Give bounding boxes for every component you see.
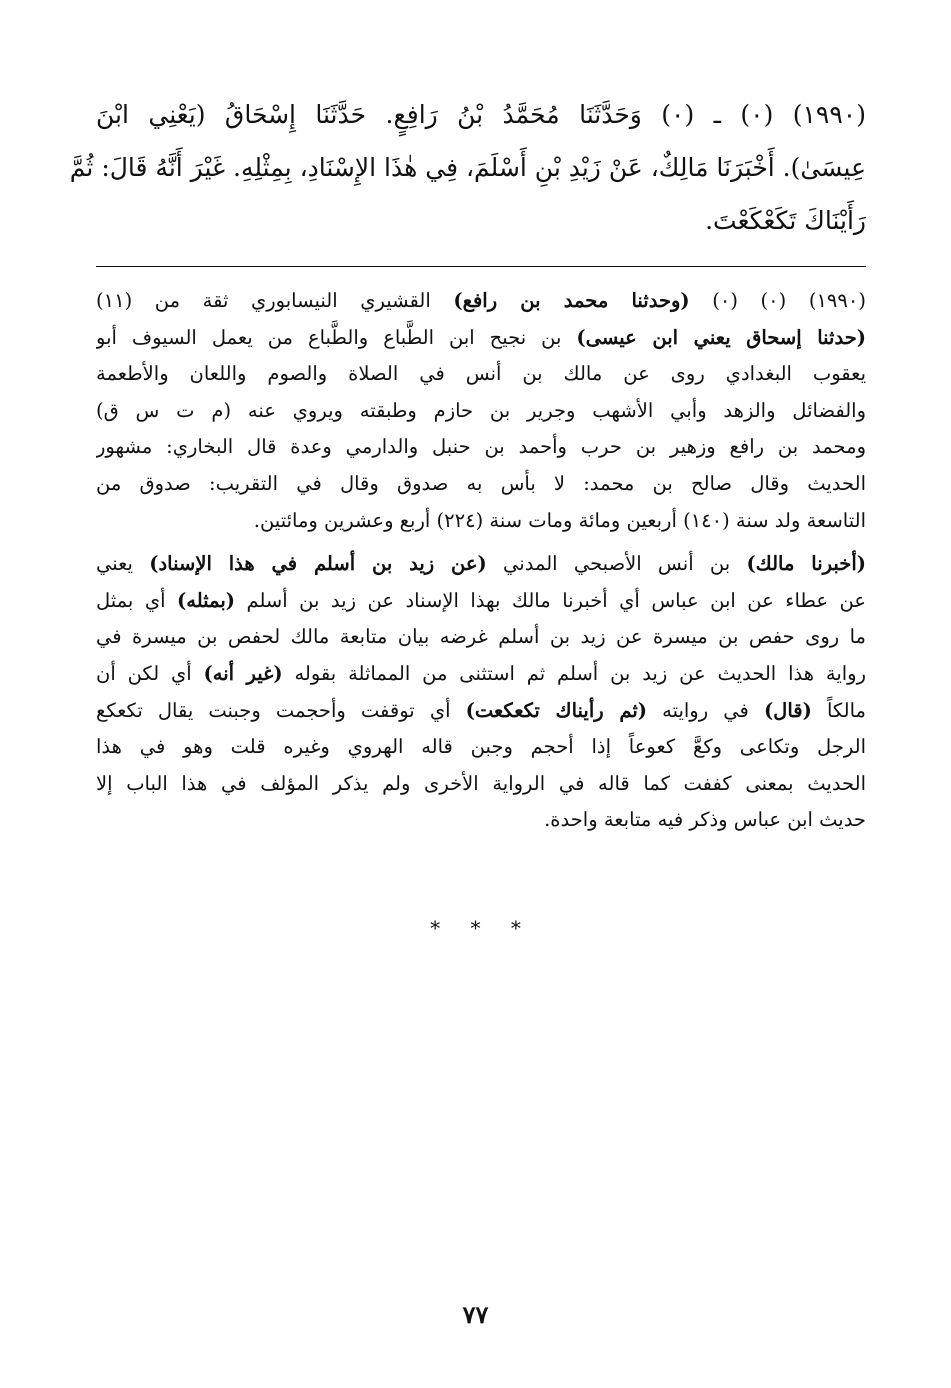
commentary-line — [96, 466, 866, 503]
text-run: رواية هذا الحديث عن زيد بن أسلم ثم استثنى من المماثلة بقوله — [282, 661, 866, 685]
text-run: يعني — [96, 552, 150, 576]
commentary-line — [96, 283, 866, 320]
commentary-line — [96, 693, 866, 730]
commentary-line — [96, 583, 866, 620]
commentary-line — [96, 546, 866, 583]
text-run: ومحمد بن رافع وزهير بن حرب وأحمد بن حنبل والدارمي وعدة قال البخاري: مشهور — [96, 435, 866, 459]
text-run: والفضائل والزهد وأبي الأشهب وجرير بن حازم وطبقته ويروي عنه (م ت س ق) — [96, 398, 866, 422]
commentary-line — [96, 393, 866, 430]
text-run: (١٩٩٠) (٠) (٠) — [689, 289, 866, 312]
hadith-line-2: عِيسَىٰ). أَخْبَرَنَا مَالِكٌ، عَنْ زَيْدِ بْنِ أَسْلَمَ، فِي هٰذَا الإِسْنَادِ، بِمِثْلِهِ. غَيْرَ أَنَّهُ قَالَ: ثُمَّ — [69, 153, 866, 182]
text-run: عن عطاء عن ابن عباس أي أخبرنا مالك بهذا الإسناد عن زيد بن أسلم — [234, 588, 866, 612]
commentary-line — [96, 729, 866, 766]
text-run: الرجل وتكاعى وكعَّ كعوعاً إذا أحجم وجبن قاله الهروي وغيره قلت وهو في هذا — [96, 735, 866, 759]
commentary-line — [96, 802, 866, 839]
text-run: في روايته — [647, 698, 764, 722]
text-run: الحديث وقال صالح بن محمد: لا بأس به صدوق وقال في التقريب: صدوق من — [96, 471, 866, 495]
commentary-line — [96, 503, 866, 540]
asterisk: * — [430, 916, 441, 940]
text-run: الحديث بمعنى كففت كما قاله في الرواية الأخرى ولم يذكر المؤلف في هذا الباب إلا — [96, 771, 866, 795]
hadith-line-1: (١٩٩٠) (٠) ـ (٠) وَحَدَّثَنَا مُحَمَّدُ بْنُ رَافِعٍ. حَدَّثَنَا إِسْحَاقُ (يَعْنِي ابْنَ — [96, 100, 866, 129]
text-run: حديث ابن عباس وذكر فيه متابعة واحدة. — [544, 808, 866, 832]
footnote-divider — [96, 266, 866, 267]
commentary-line — [96, 429, 866, 466]
text-run: ما روى حفص بن ميسرة عن زيد بن أسلم غرضه بيان متابعة مالك لحفص بن ميسرة في — [96, 625, 866, 649]
text-run: بن نجيح ابن الطَّباع والطَّباع من يعمل السيوف أبو — [96, 325, 577, 349]
bold-run: (غير أنه) — [203, 661, 283, 685]
bold-run: (ثم رأيناك تكعكعت) — [465, 698, 647, 722]
bold-run: (قال) — [763, 698, 812, 722]
commentary-line — [96, 766, 866, 803]
bold-run: (وحدثنا محمد بن رافع) — [453, 289, 690, 312]
commentary-line — [96, 656, 866, 693]
bold-run: (أخبرنا مالك) — [746, 552, 866, 576]
bold-run: (عن زيد بن أسلم في هذا الإسناد) — [149, 552, 487, 576]
commentary-line — [96, 356, 866, 393]
text-run: بن أنس الأصبحي المدني — [486, 552, 747, 576]
bold-run: (بمثله) — [177, 588, 235, 612]
hadith-line-3: رَأَيْنَاكَ تَكَعْكَعْتَ. — [705, 206, 866, 235]
text-run: القشيري النيسابوري ثقة من (١١) — [96, 289, 454, 312]
section-separator — [0, 916, 951, 940]
text-run: يعقوب البغدادي روى عن مالك بن أنس في الصلاة والصوم واللعان والأطعمة — [96, 362, 866, 386]
text-run: أي لكن أن — [96, 661, 204, 685]
text-run: أي بمثل — [96, 588, 178, 612]
page-number: ٧٧ — [462, 1300, 489, 1329]
asterisk: * — [510, 916, 521, 940]
text-run: مالكاً — [811, 698, 866, 722]
asterisk: * — [470, 916, 481, 940]
bold-run: (حدثنا إسحاق يعني ابن عيسى) — [576, 325, 866, 349]
commentary-text — [96, 283, 866, 839]
commentary-line — [96, 619, 866, 656]
commentary-line — [96, 320, 866, 357]
paragraph-gap — [96, 539, 866, 546]
text-run: أي توقفت وأحجمت وجبنت يقال تكعكع — [96, 698, 466, 722]
text-run: التاسعة ولد سنة (١٤٠) أربعين ومائة ومات سنة (٢٢٤) أربع وعشرين ومائتين. — [253, 508, 866, 532]
hadith-text — [69, 88, 866, 247]
